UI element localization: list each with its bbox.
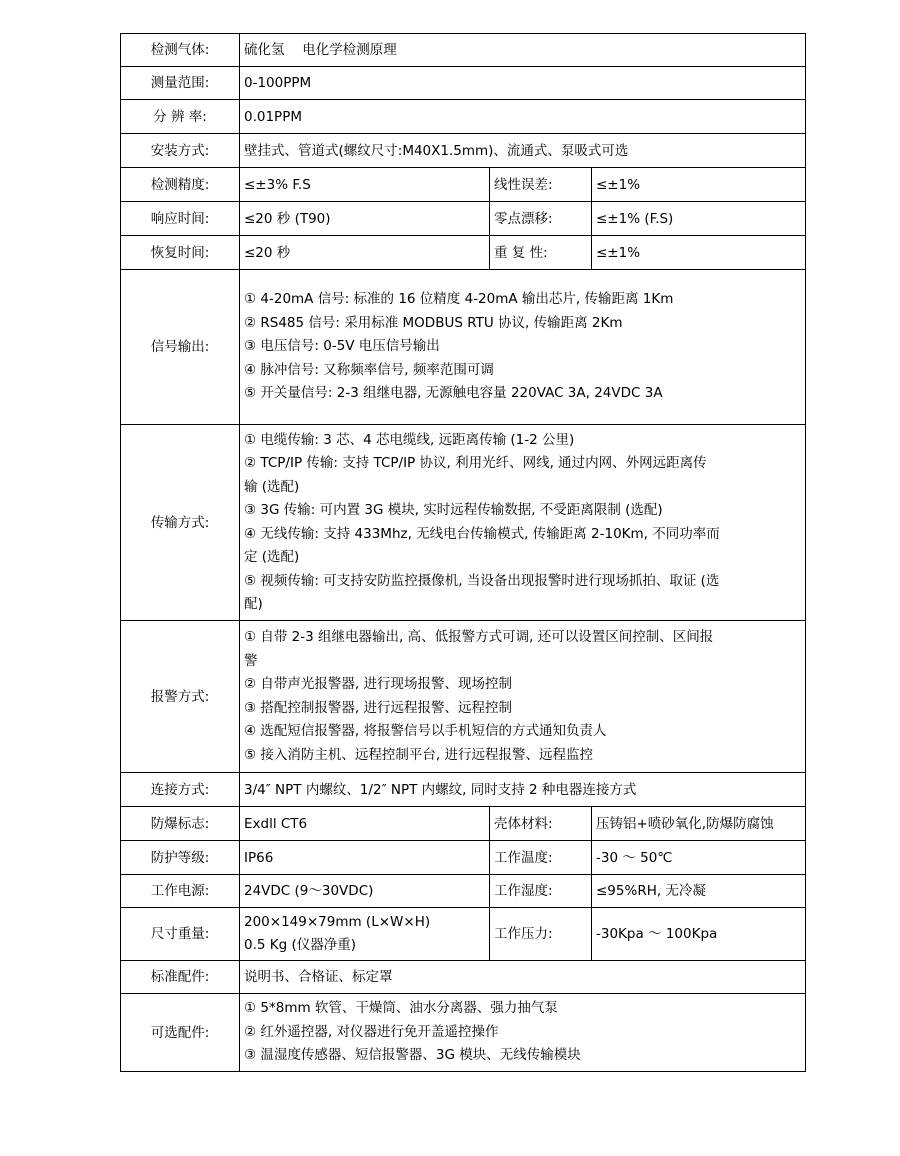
humidity-value: ≤95%RH, 无冷凝 [592, 875, 806, 908]
power-label: 工作电源: [121, 875, 240, 908]
transmission-label: 传输方式: [121, 425, 240, 621]
row-signal [121, 270, 806, 425]
row-gas [121, 34, 806, 67]
row-power [121, 875, 806, 908]
alarm-lines [240, 621, 806, 773]
connection-label: 连接方式: [121, 773, 240, 807]
alarm-label: 报警方式: [121, 621, 240, 773]
housing-label: 壳体材料: [490, 807, 592, 841]
row-explosion [121, 807, 806, 841]
signal-lines [240, 270, 806, 425]
install-value: 壁挂式、管道式(螺纹尺寸:M40X1.5mm)、流通式、泵吸式可选 [240, 134, 806, 168]
alarm-line: ③ 搭配控制报警器, 进行远程报警、远程控制 [244, 699, 512, 716]
humidity-label: 工作湿度: [490, 875, 592, 908]
optional-line: ③ 温湿度传感器、短信报警器、3G 模块、无线传输模块 [244, 1047, 581, 1064]
alarm-line: ① 自带 2-3 组继电器输出, 高、低报警方式可调, 还可以设置区间控制、区间报 [244, 629, 714, 645]
transmission-line: ① 电缆传输: 3 芯、4 芯电缆线, 远距离传输 (1-2 公里) [244, 431, 575, 448]
transmission-line: ④ 无线传输: 支持 433Mhz, 无线电台传输模式, 传输距离 2-10Km, 不同功率而 [244, 525, 720, 542]
row-optional [121, 994, 806, 1072]
resolution-value: 0.01PPM [240, 100, 806, 134]
row-size [121, 908, 806, 961]
range-label: 测量范围: [121, 67, 240, 100]
signal-line: ② RS485 信号: 采用标准 MODBUS RTU 协议, 传输距离 2Km [244, 314, 623, 331]
linearity-label: 线性误差: [490, 168, 592, 202]
repeatability-label: 重 复 性: [490, 236, 592, 270]
alarm-line: 警 [244, 652, 258, 669]
row-accuracy [121, 168, 806, 202]
spec-table [120, 33, 806, 1072]
accuracy-label: 检测精度: [121, 168, 240, 202]
temperature-value: -30 ～ 50℃ [592, 841, 806, 875]
row-alarm [121, 621, 806, 773]
transmission-line: ⑤ 视频传输: 可支持安防监控摄像机, 当设备出现报警时进行现场抓拍、取证 (选 [244, 572, 720, 589]
optional-lines [240, 994, 806, 1072]
size-label: 尺寸重量: [121, 908, 240, 961]
pressure-value: -30Kpa ～ 100Kpa [592, 908, 806, 961]
optional-line: ② 红外遥控器, 对仪器进行免开盖遥控操作 [244, 1023, 499, 1040]
size-dimensions: 200×149×79mm (L×W×H) [244, 913, 431, 930]
row-transmission [121, 425, 806, 621]
zero-drift-label: 零点漂移: [490, 202, 592, 236]
linearity-value: ≤±1% [592, 168, 806, 202]
accuracy-value: ≤±3% F.S [240, 168, 490, 202]
explosion-label: 防爆标志: [121, 807, 240, 841]
size-value [240, 908, 490, 961]
signal-line: ④ 脉冲信号: 又称频率信号, 频率范围可调 [244, 361, 494, 378]
transmission-line: 输 (选配) [244, 478, 300, 495]
response-value: ≤20 秒 (T90) [240, 202, 490, 236]
alarm-line: ② 自带声光报警器, 进行现场报警、现场控制 [244, 676, 512, 692]
optional-line: ① 5*8mm 软管、干燥筒、油水分离器、强力抽气泵 [244, 1000, 558, 1017]
zero-drift-value: ≤±1% (F.S) [592, 202, 806, 236]
install-label: 安装方式: [121, 134, 240, 168]
row-recovery [121, 236, 806, 270]
transmission-line: ② TCP/IP 传输: 支持 TCP/IP 协议, 利用光纤、网线, 通过内网、外网远距离传 [244, 455, 707, 471]
signal-line: ③ 电压信号: 0-5V 电压信号输出 [244, 338, 440, 355]
protection-value: IP66 [240, 841, 490, 875]
recovery-value: ≤20 秒 [240, 236, 490, 270]
alarm-line: ⑤ 接入消防主机、远程控制平台, 进行远程报警、远程监控 [244, 746, 593, 763]
range-value: 0-100PPM [240, 67, 806, 100]
housing-value: 压铸铝+喷砂氧化,防爆防腐蚀 [592, 807, 806, 841]
protection-label: 防护等级: [121, 841, 240, 875]
row-resolution [121, 100, 806, 134]
row-response [121, 202, 806, 236]
pressure-label: 工作压力: [490, 908, 592, 961]
transmission-lines [240, 425, 806, 621]
recovery-label: 恢复时间: [121, 236, 240, 270]
standard-label: 标准配件: [121, 961, 240, 994]
repeatability-value: ≤±1% [592, 236, 806, 270]
row-connection [121, 773, 806, 807]
size-weight: 0.5 Kg (仪器净重) [244, 937, 357, 953]
signal-line: ① 4-20mA 信号: 标准的 16 位精度 4-20mA 输出芯片, 传输距离 1Km [244, 291, 674, 308]
row-range [121, 67, 806, 100]
transmission-line: 定 (选配) [244, 549, 300, 565]
signal-label: 信号输出: [121, 270, 240, 425]
transmission-line: ③ 3G 传输: 可内置 3G 模块, 实时远程传输数据, 不受距离限制 (选配) [244, 502, 663, 518]
row-install [121, 134, 806, 168]
standard-value: 说明书、合格证、标定罩 [240, 961, 806, 994]
row-protection [121, 841, 806, 875]
gas-value: 硫化氢 电化学检测原理 [240, 34, 806, 67]
transmission-line: 配) [244, 596, 263, 612]
alarm-line: ④ 选配短信报警器, 将报警信号以手机短信的方式通知负责人 [244, 723, 607, 739]
connection-value: 3/4″ NPT 内螺纹、1/2″ NPT 内螺纹, 同时支持 2 种电器连接方式 [240, 773, 806, 807]
explosion-value: Exdll CT6 [240, 807, 490, 841]
optional-label: 可选配件: [121, 994, 240, 1072]
resolution-label: 分 辨 率: [121, 100, 240, 134]
gas-label: 检测气体: [121, 34, 240, 67]
temperature-label: 工作温度: [490, 841, 592, 875]
power-value: 24VDC (9～30VDC) [240, 875, 490, 908]
row-standard [121, 961, 806, 994]
signal-line: ⑤ 开关量信号: 2-3 组继电器, 无源触电容量 220VAC 3A, 24VDC 3A [244, 385, 663, 402]
response-label: 响应时间: [121, 202, 240, 236]
